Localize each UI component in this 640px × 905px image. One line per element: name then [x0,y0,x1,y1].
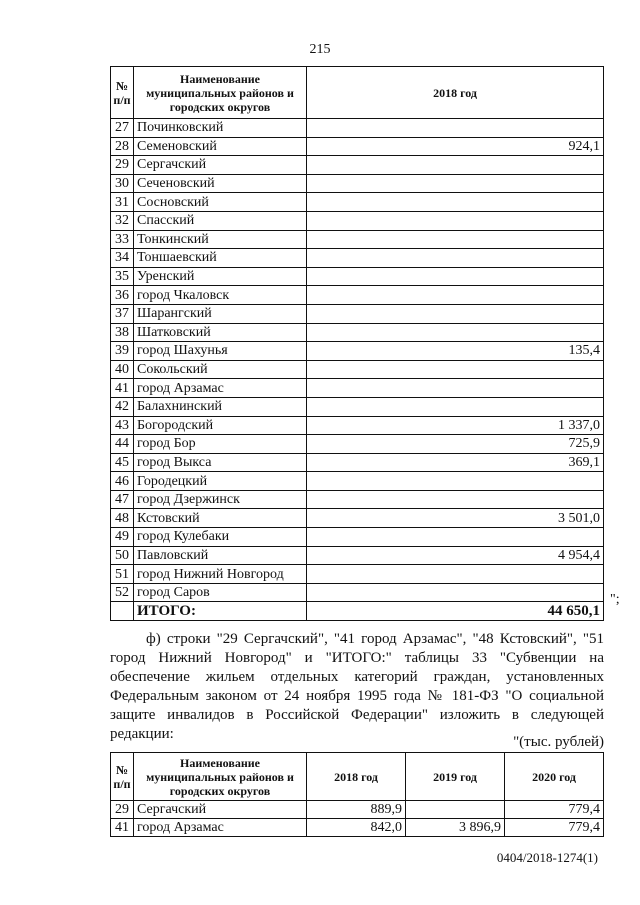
row-name: город Выкса [134,453,307,472]
row-name: Городецкий [134,472,307,491]
table-row [111,156,604,175]
row-value-2018 [307,583,604,602]
row-name: Павловский [134,546,307,565]
row-name: город Арзамас [134,379,307,398]
row-value-2019: 3 896,9 [406,819,505,837]
table-row [111,565,604,584]
header-2019: 2019 год [406,753,505,801]
row-name: город Чкаловск [134,286,307,305]
amendment-paragraph [110,630,604,744]
row-name: Спасский [134,211,307,230]
row-name: Сокольский [134,360,307,379]
row-num: 50 [111,546,134,565]
row-name: город Бор [134,435,307,454]
total-label: ИТОГО: [134,602,307,621]
row-num: 51 [111,565,134,584]
row-name: Шарангский [134,304,307,323]
header-num: № п/п [111,67,134,119]
table-row [111,528,604,547]
row-num: 43 [111,416,134,435]
table2-body [111,801,604,837]
amendment-text: ф) строки "29 Сергачский", "41 город Арзамас", "48 Кстовский", "51 город Нижний Новгород" и "ИТОГО:" таблицы 33 "Субвенции на обеспечение жильем отдельных категорий граждан, установленных Федеральным законом от 24 ноября 1995 года № 181-ФЗ "О социальной защите инвалидов в Российской Федерации" изложить в следующей редакции: [110,631,604,742]
row-value-2018 [307,379,604,398]
table-row [111,472,604,491]
table-row [111,490,604,509]
row-num: 38 [111,323,134,342]
row-name: город Арзамас [134,819,307,837]
row-name: Шатковский [134,323,307,342]
row-num: 27 [111,119,134,138]
row-num: 30 [111,174,134,193]
total-num [111,602,134,621]
row-num: 42 [111,397,134,416]
table-row [111,174,604,193]
table-row [111,267,604,286]
table-row [111,304,604,323]
row-value-2018 [307,565,604,584]
table-row [111,801,604,819]
row-value-2018 [307,174,604,193]
row-num: 41 [111,819,134,837]
row-num: 45 [111,453,134,472]
row-value-2018 [307,119,604,138]
row-num: 48 [111,509,134,528]
row-num: 29 [111,801,134,819]
row-num: 47 [111,490,134,509]
row-name: Починковский [134,119,307,138]
table-row [111,453,604,472]
row-value-2018 [307,397,604,416]
row-name: Семеновский [134,137,307,156]
row-name: Сергачский [134,156,307,175]
row-num: 32 [111,211,134,230]
row-value-2018: 4 954,4 [307,546,604,565]
table-row [111,119,604,138]
row-value-2018 [307,360,604,379]
row-name: Тоншаевский [134,249,307,268]
row-value-2018 [307,193,604,212]
table-row [111,546,604,565]
row-value-2018 [307,156,604,175]
row-value-2018: 369,1 [307,453,604,472]
table-row [111,230,604,249]
row-value-2018 [307,211,604,230]
row-name: Богородский [134,416,307,435]
table1-body [111,119,604,621]
header-2018: 2018 год [307,67,604,119]
row-name: город Саров [134,583,307,602]
row-num: 35 [111,267,134,286]
row-num: 39 [111,342,134,361]
row-value-2018: 889,9 [307,801,406,819]
table-row [111,211,604,230]
table-row [111,435,604,454]
units-label: "(тыс. рублей) [513,734,604,750]
row-value-2018 [307,286,604,305]
row-name: Сергачский [134,801,307,819]
row-value-2018 [307,267,604,286]
table-row [111,416,604,435]
row-num: 31 [111,193,134,212]
row-value-2018 [307,230,604,249]
page-number: 215 [309,42,331,57]
row-value-2019 [406,801,505,819]
row-value-2018: 924,1 [307,137,604,156]
header-2020: 2020 год [505,753,604,801]
subsidy-table-2018-2020 [110,752,604,837]
row-value-2018: 842,0 [307,819,406,837]
row-num: 40 [111,360,134,379]
row-value-2018 [307,304,604,323]
row-num: 29 [111,156,134,175]
document-code: 0404/2018-1274(1) [496,850,598,865]
row-name: Кстовский [134,509,307,528]
row-num: 52 [111,583,134,602]
row-value-2018 [307,323,604,342]
row-value-2018 [307,528,604,547]
table-row [111,249,604,268]
row-value-2018: 3 501,0 [307,509,604,528]
table-row [111,509,604,528]
row-value-2018: 1 337,0 [307,416,604,435]
row-name: Уренский [134,267,307,286]
table-row [111,583,604,602]
row-name: город Шахунья [134,342,307,361]
row-num: 28 [111,137,134,156]
header-name: Наименование муниципальных районов и городских округов [134,753,307,801]
row-value-2018: 725,9 [307,435,604,454]
table-row [111,286,604,305]
subsidy-table-2018 [110,66,604,621]
row-name: Сосновский [134,193,307,212]
row-value-2018 [307,472,604,491]
header-2018: 2018 год [307,753,406,801]
row-num: 33 [111,230,134,249]
table-row [111,323,604,342]
header-num: № п/п [111,753,134,801]
table-row [111,137,604,156]
table-row [111,397,604,416]
table-row [111,379,604,398]
row-num: 36 [111,286,134,305]
row-num: 34 [111,249,134,268]
row-num: 46 [111,472,134,491]
row-value-2020: 779,4 [505,801,604,819]
total-row [111,602,604,621]
row-value-2020: 779,4 [505,819,604,837]
total-value-2018: 44 650,1 [307,602,604,621]
table-row [111,193,604,212]
row-name: город Дзержинск [134,490,307,509]
row-name: город Нижний Новгород [134,565,307,584]
row-name: Сеченовский [134,174,307,193]
closing-quote: "; [610,592,620,607]
header-name: Наименование муниципальных районов и городских округов [134,67,307,119]
row-num: 49 [111,528,134,547]
row-value-2018 [307,249,604,268]
row-name: Балахнинский [134,397,307,416]
table-row [111,360,604,379]
row-value-2018: 135,4 [307,342,604,361]
row-num: 37 [111,304,134,323]
row-num: 44 [111,435,134,454]
table-row [111,819,604,837]
row-num: 41 [111,379,134,398]
row-name: Тонкинский [134,230,307,249]
row-name: город Кулебаки [134,528,307,547]
table-row [111,342,604,361]
row-value-2018 [307,490,604,509]
